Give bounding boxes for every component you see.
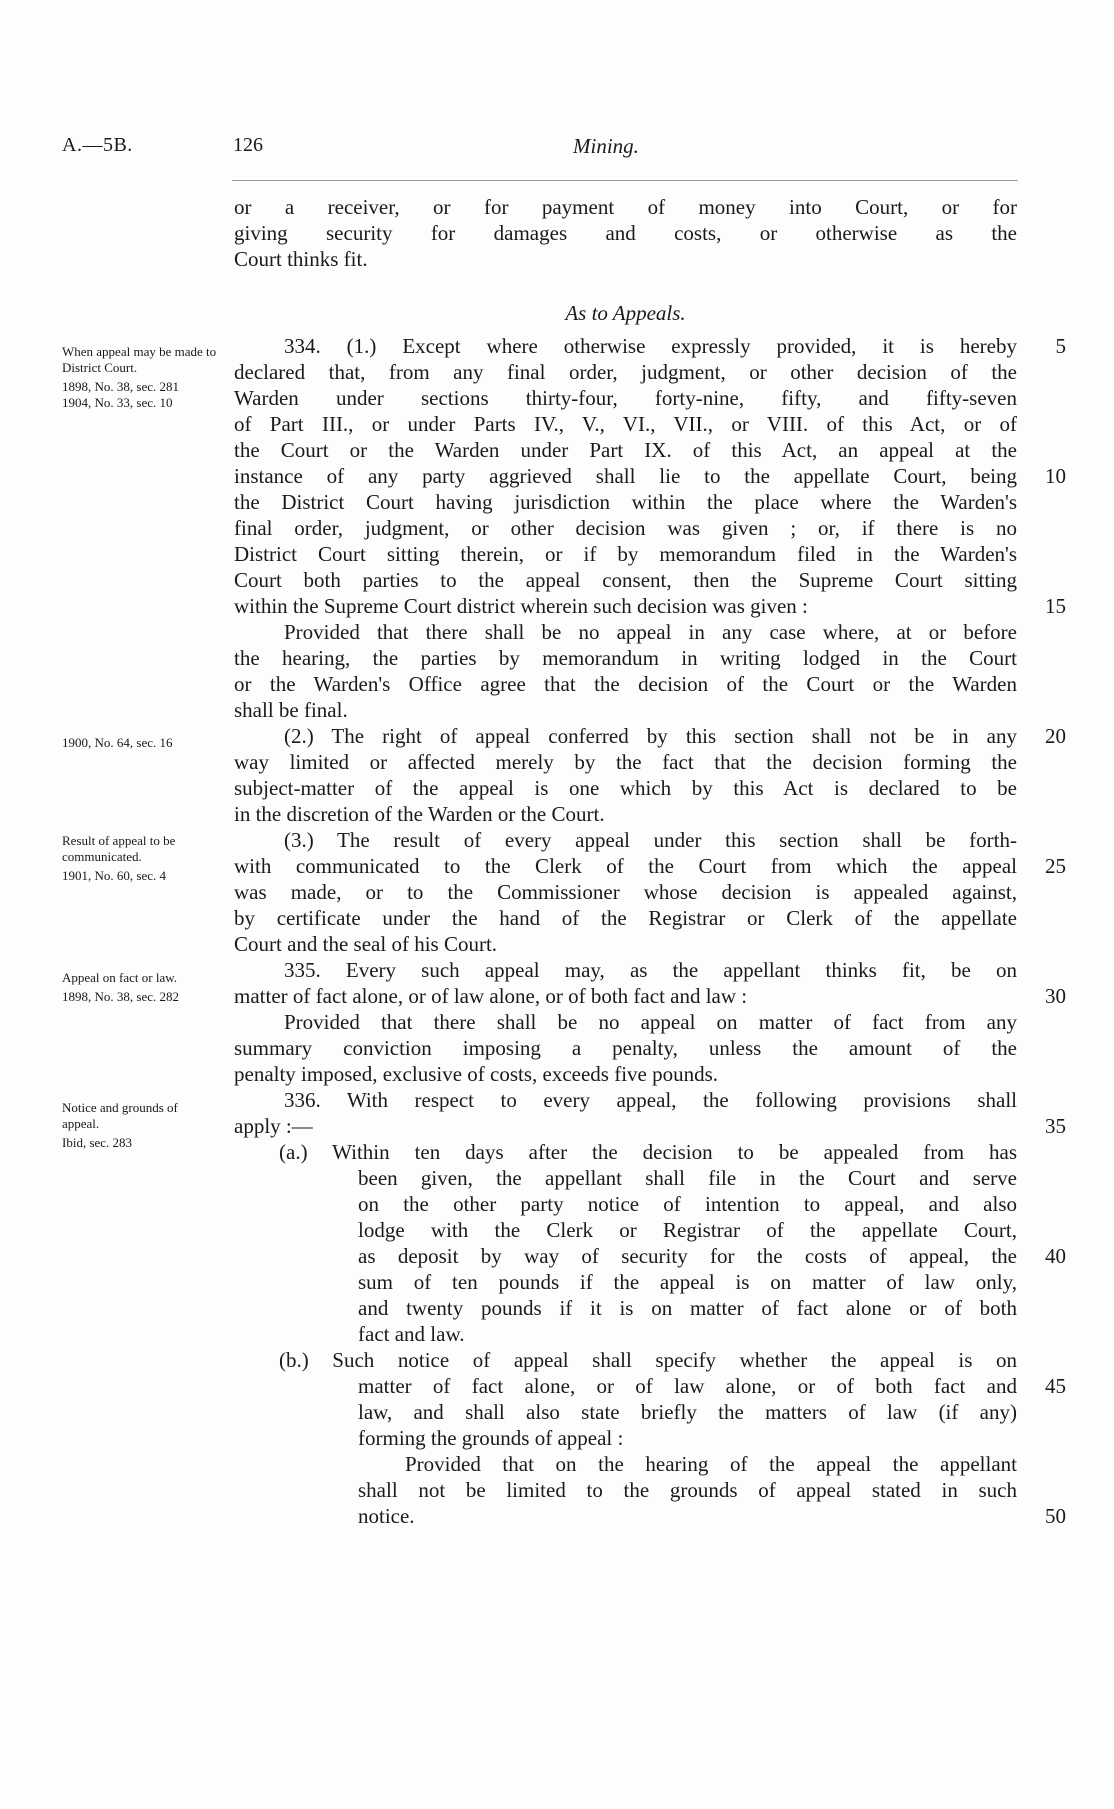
text-line: penalty imposed, exclusive of costs, exceeds five pounds. <box>234 1062 719 1086</box>
line-number: 20 <box>1045 724 1066 748</box>
text-line: shall not be limited to the grounds of appeal stated in such <box>358 1478 1017 1502</box>
text-line: (3.) The result of every appeal under this section shall be forth- <box>284 828 1017 852</box>
text-line: summary conviction imposing a penalty, unless the amount of the <box>234 1036 1017 1060</box>
sidenote-result-communicated: Result of appeal to be communicated. 1901, No. 60, sec. 4 <box>62 833 176 883</box>
line-number: 15 <box>1045 594 1066 618</box>
sidenote-1900-ref: 1900, No. 64, sec. 16 <box>62 735 173 750</box>
text-line: was made, or to the Commissioner whose decision is appealed against, <box>234 880 1017 904</box>
text-line: Court and the seal of his Court. <box>234 932 498 956</box>
text-line: Warden under sections thirty-four, forty-nine, fifty, and fifty-seven <box>234 386 1017 410</box>
text-line: shall be final. <box>234 698 348 722</box>
text-line: been given, the appellant shall file in the Court and serve <box>358 1166 1017 1190</box>
line-number: 40 <box>1045 1244 1066 1268</box>
text-line: lodge with the Clerk or Registrar of the appellate Court, <box>358 1218 1017 1242</box>
text-line: 336. With respect to every appeal, the following provisions shall <box>284 1088 1017 1112</box>
text-line: of Part III., or under Parts IV., V., VI., VII., or VIII. of this Act, or of <box>234 412 1017 436</box>
text-line: or a receiver, or for payment of money into Court, or for <box>234 195 1017 219</box>
text-line: Provided that there shall be no appeal on matter of fact from any <box>284 1010 1017 1034</box>
text-line: by certificate under the hand of the Registrar or Clerk of the appellate <box>234 906 1017 930</box>
text-line: within the Supreme Court district wherein such decision was given : <box>234 594 808 618</box>
sidenote-appeal-to-district-court: When appeal may be made to District Court. 1898, No. 38, sec. 281 1904, No. 33, sec. 10 <box>62 344 217 410</box>
text-line: declared that, from any final order, judgment, or other decision of the <box>234 360 1017 384</box>
line-number: 30 <box>1045 984 1066 1008</box>
line-number: 45 <box>1045 1374 1066 1398</box>
text-line: sum of ten pounds if the appeal is on matter of law only, <box>358 1270 1017 1294</box>
text-line: apply :— <box>234 1114 313 1138</box>
text-line: notice. <box>358 1504 415 1528</box>
text-line: (a.) Within ten days after the decision to be appealed from has <box>279 1140 1017 1164</box>
text-line: as deposit by way of security for the costs of appeal, the <box>358 1244 1017 1268</box>
sidenote-notice-grounds: Notice and grounds of appeal. Ibid, sec. 283 <box>62 1100 178 1150</box>
header-rule <box>232 180 1018 181</box>
text-line: law, and shall also state briefly the matters of law (if any) <box>358 1400 1017 1424</box>
text-line: on the other party notice of intention to appeal, and also <box>358 1192 1017 1216</box>
text-line: Provided that there shall be no appeal in any case where, at or before <box>284 620 1017 644</box>
text-line: District Court sitting therein, or if by memorandum filed in the Warden's <box>234 542 1017 566</box>
line-number: 5 <box>1055 334 1066 358</box>
text-line: with communicated to the Clerk of the Court from which the appeal <box>234 854 1017 878</box>
text-line: the District Court having jurisdiction within the place where the Warden's <box>234 490 1017 514</box>
text-line: Court thinks fit. <box>234 247 368 271</box>
line-number: 50 <box>1045 1504 1066 1528</box>
text-line: or the Warden's Office agree that the decision of the Court or the Warden <box>234 672 1017 696</box>
text-line: matter of fact alone, or of law alone, or of both fact and <box>358 1374 1017 1398</box>
running-head-title: Mining. <box>573 134 639 158</box>
text-line: instance of any party aggrieved shall lie to the appellate Court, being <box>234 464 1017 488</box>
line-number: 25 <box>1045 854 1066 878</box>
text-line: (b.) Such notice of appeal shall specify whether the appeal is on <box>279 1348 1017 1372</box>
text-line: the Court or the Warden under Part IX. of this Act, an appeal at the <box>234 438 1017 462</box>
text-line: forming the grounds of appeal : <box>358 1426 624 1450</box>
sidenote-fact-or-law: Appeal on fact or law. 1898, No. 38, sec. 282 <box>62 970 179 1004</box>
text-line: final order, judgment, or other decision was given ; or, if there is no <box>234 516 1017 540</box>
text-line: Provided that on the hearing of the appeal the appellant <box>405 1452 1017 1476</box>
text-line: Court both parties to the appeal consent, then the Supreme Court sitting <box>234 568 1017 592</box>
text-line: and twenty pounds if it is on matter of fact alone or of both <box>358 1296 1017 1320</box>
text-line: 334. (1.) Except where otherwise expressly provided, it is hereby <box>284 334 1017 358</box>
text-line: matter of fact alone, or of law alone, or of both fact and law : <box>234 984 748 1008</box>
line-number: 35 <box>1045 1114 1066 1138</box>
text-line: (2.) The right of appeal conferred by this section shall not be in any <box>284 724 1017 748</box>
text-line: fact and law. <box>358 1322 465 1346</box>
line-number: 10 <box>1045 464 1066 488</box>
running-head-reference: A.—5B. <box>62 134 133 156</box>
text-line: in the discretion of the Warden or the Court. <box>234 802 605 826</box>
section-heading: As to Appeals. <box>565 301 686 325</box>
text-line: the hearing, the parties by memorandum in writing lodged in the Court <box>234 646 1017 670</box>
text-line: 335. Every such appeal may, as the appellant thinks fit, be on <box>284 958 1017 982</box>
text-line: subject-matter of the appeal is one which by this Act is declared to be <box>234 776 1017 800</box>
page-number: 126 <box>233 134 263 156</box>
text-line: giving security for damages and costs, or otherwise as the <box>234 221 1017 245</box>
text-line: way limited or affected merely by the fact that the decision forming the <box>234 750 1017 774</box>
